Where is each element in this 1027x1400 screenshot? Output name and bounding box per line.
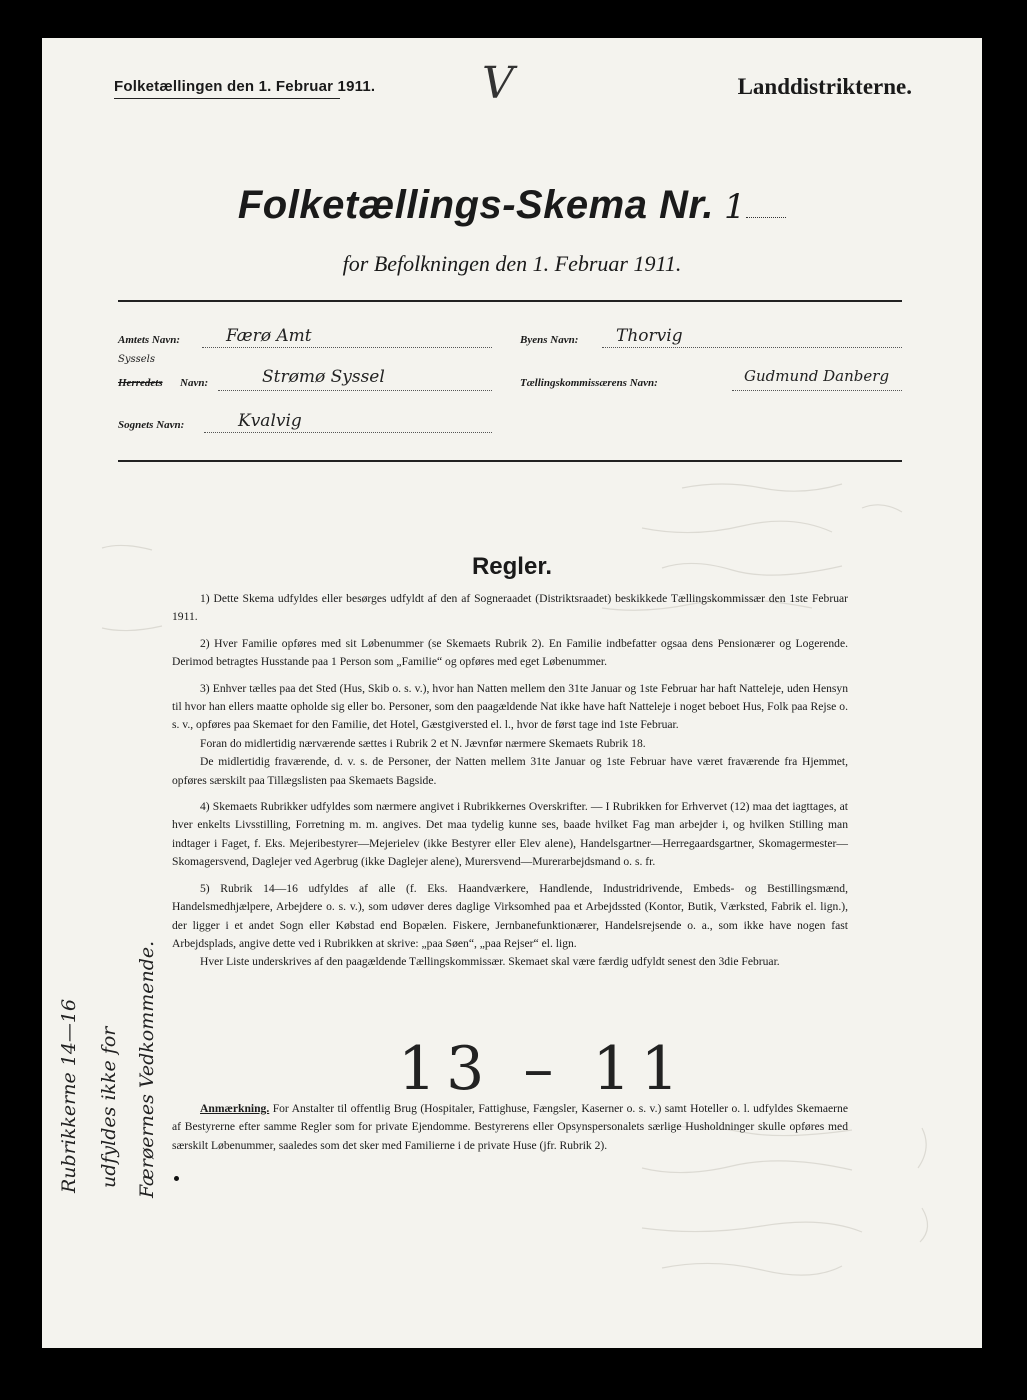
rule-2: 2) Hver Familie opføres med sit Løbenummer (se Skemaets Rubrik 2). En Familie indbefatter ogsaa dens Pensionærer og Logerende. Derimod betragtes Husstande paa 1 Person som „Familie“ og opføres med eget Løbenummer. [172,636,848,669]
anmaerkning-text: For Anstalter til offentlig Brug (Hospitaler, Fattighuse, Fængsler, Kaserner o. s. v.) samt Hoteller o. l. udfyldes Skemaerne af Bestyrerne efter samme Regler som for private Ejendomme. Bestyrerens eller Opsynspersonalets særlige Husholdninger skulle opføres med særskilt Løbenummer, saaledes som det sker med Familierne i de private Huse (jfr. Rubrik 2). [172,1102,848,1152]
regler-heading: Regler. [471,553,553,580]
margin-note-1: Rubrikkerne 14—16 [58,998,80,1193]
header-district-type: Landdistrikterne. [737,74,912,99]
sogn-line [204,432,492,433]
herred-value: Strømø Syssel [262,367,385,387]
form-number-line [746,217,786,218]
form-title [42,183,982,228]
kommissaer-label: Tællingskommissærens Navn: [520,377,658,389]
roman-numeral-mark: V [482,58,514,109]
kommissaer-value: Gudmund Danberg [744,367,890,385]
anmaerkning [172,1100,848,1163]
form-subtitle: for Befolkningen den 1. Februar 1911. [342,251,682,276]
amt-label: Amtets Navn: [118,334,181,346]
syssel-handwritten: Syssels [118,354,156,365]
divider-top [118,300,902,302]
amt-value: Færø Amt [226,326,312,346]
divider-bottom [118,460,902,462]
herred-label: Herredets [118,377,163,389]
rule-3c: De midlertidig fraværende, d. v. s. de Personer, der Natten mellem 31te Januar og 1ste Februar have været fraværende fra Hjemmet, opføres særskilt paa Tillægslisten paa Skemaets Bagside. [172,755,848,787]
sogn-value: Kvalvig [238,411,302,431]
margin-note-2: udfyldes ikke for [98,1026,120,1188]
sogn-label: Sognets Navn: [118,419,185,431]
by-value: Thorvig [616,326,683,346]
census-form-page [42,38,982,1348]
small-dot-mark [174,1176,179,1181]
header-underline [114,98,340,99]
amt-line [202,347,492,348]
kommissaer-line [732,390,902,391]
form-title-text: Folketællings-Skema Nr. [237,183,714,227]
rule-4: 4) Skemaets Rubrikker udfyldes som nærmere angivet i Rubrikkernes Overskrifter. — I Rubrikken for Erhvervet (12) maa det iagttages, at hver enkelts Livsstilling, Forretning m. m. angives. Det maa tydelig kunne ses, baade hvilket Fag man arbejder i, og hvilken Stilling man indtager i Faget, f. Eks. Mejeribestyrer—Mejerielev (ikke Bestyrer eller Elev alene), Handelsgartner—Herregaardsgartner, Skomagermester—Skomagersvend, Daglejer ved Agerbrug (ikke Daglejer alene), Murersvend—Murerarbejdsmand o. s. fr. [172,800,848,869]
rule-3: 3) Enhver tælles paa det Sted (Hus, Skib o. s. v.), hvor han Natten mellem den 31te Januar og 1ste Februar har haft Natteleje, uden Hensyn til hvor han ellers maatte opholde sig eller bo. Personer, som den paagældende Nat ikke have haft Natteleje i noget beboet Hus, Folk paa Rejse o. s. v., opføres paa Skemaet for den Familie, det Hotel, Gæstgiversted el. l., hvor de først tage ind 1ste Februar. [172,681,848,732]
herred-line [218,390,492,391]
header-census-date: Folketællingen den 1. Februar 1911. [114,78,376,95]
handwritten-number: 13 – 11 [398,1034,689,1104]
rule-6: Hver Liste underskrives af den paagældende Tællingskommissær. Skemaet skal være færdig udfyldt senest den 3die Februar. [200,955,780,969]
by-line [602,347,902,348]
rule-1: 1) Dette Skema udfyldes eller besørges udfyldt af den af Sogneraadet (Distriktsraadet) beskikkede Tællingskommissær den 1ste Februar 1911. [172,592,848,624]
regler-text [172,590,848,980]
herred-label-suffix: Navn: [180,377,209,389]
rule-3b: Foran do midlertidig nærværende sættes i Rubrik 2 et N. Jævnfør nærmere Skemaets Rubrik 18. [200,736,646,750]
by-label: Byens Navn: [520,334,579,346]
anmaerkning-label: Anmærkning. [200,1102,270,1115]
rule-5: 5) Rubrik 14—16 udfyldes af alle (f. Eks. Haandværkere, Handlende, Industridrivende, Embeds- og Bestillingsmænd, Handelsmedhjælpere, Arbejdere o. s. v.), som udøver deres daglige Virksomhed paa et Arbejdssted (Kontor, Butik, Værksted, Fabrik el. lign.), der ligger i et andet Sogn eller Købstad end Bopælen. Fiskere, Jernbanefunktionærer, Handelsrejsende o. a., som ikke have nogen fast Arbejdsplads, angive dette ved i Rubrikken at skrive: „paa Søen“, „paa Rejser“ el. lign. [172,881,848,950]
form-number: 1 [723,187,747,227]
margin-note-3: Færøernes Vedkommende. [136,940,158,1198]
